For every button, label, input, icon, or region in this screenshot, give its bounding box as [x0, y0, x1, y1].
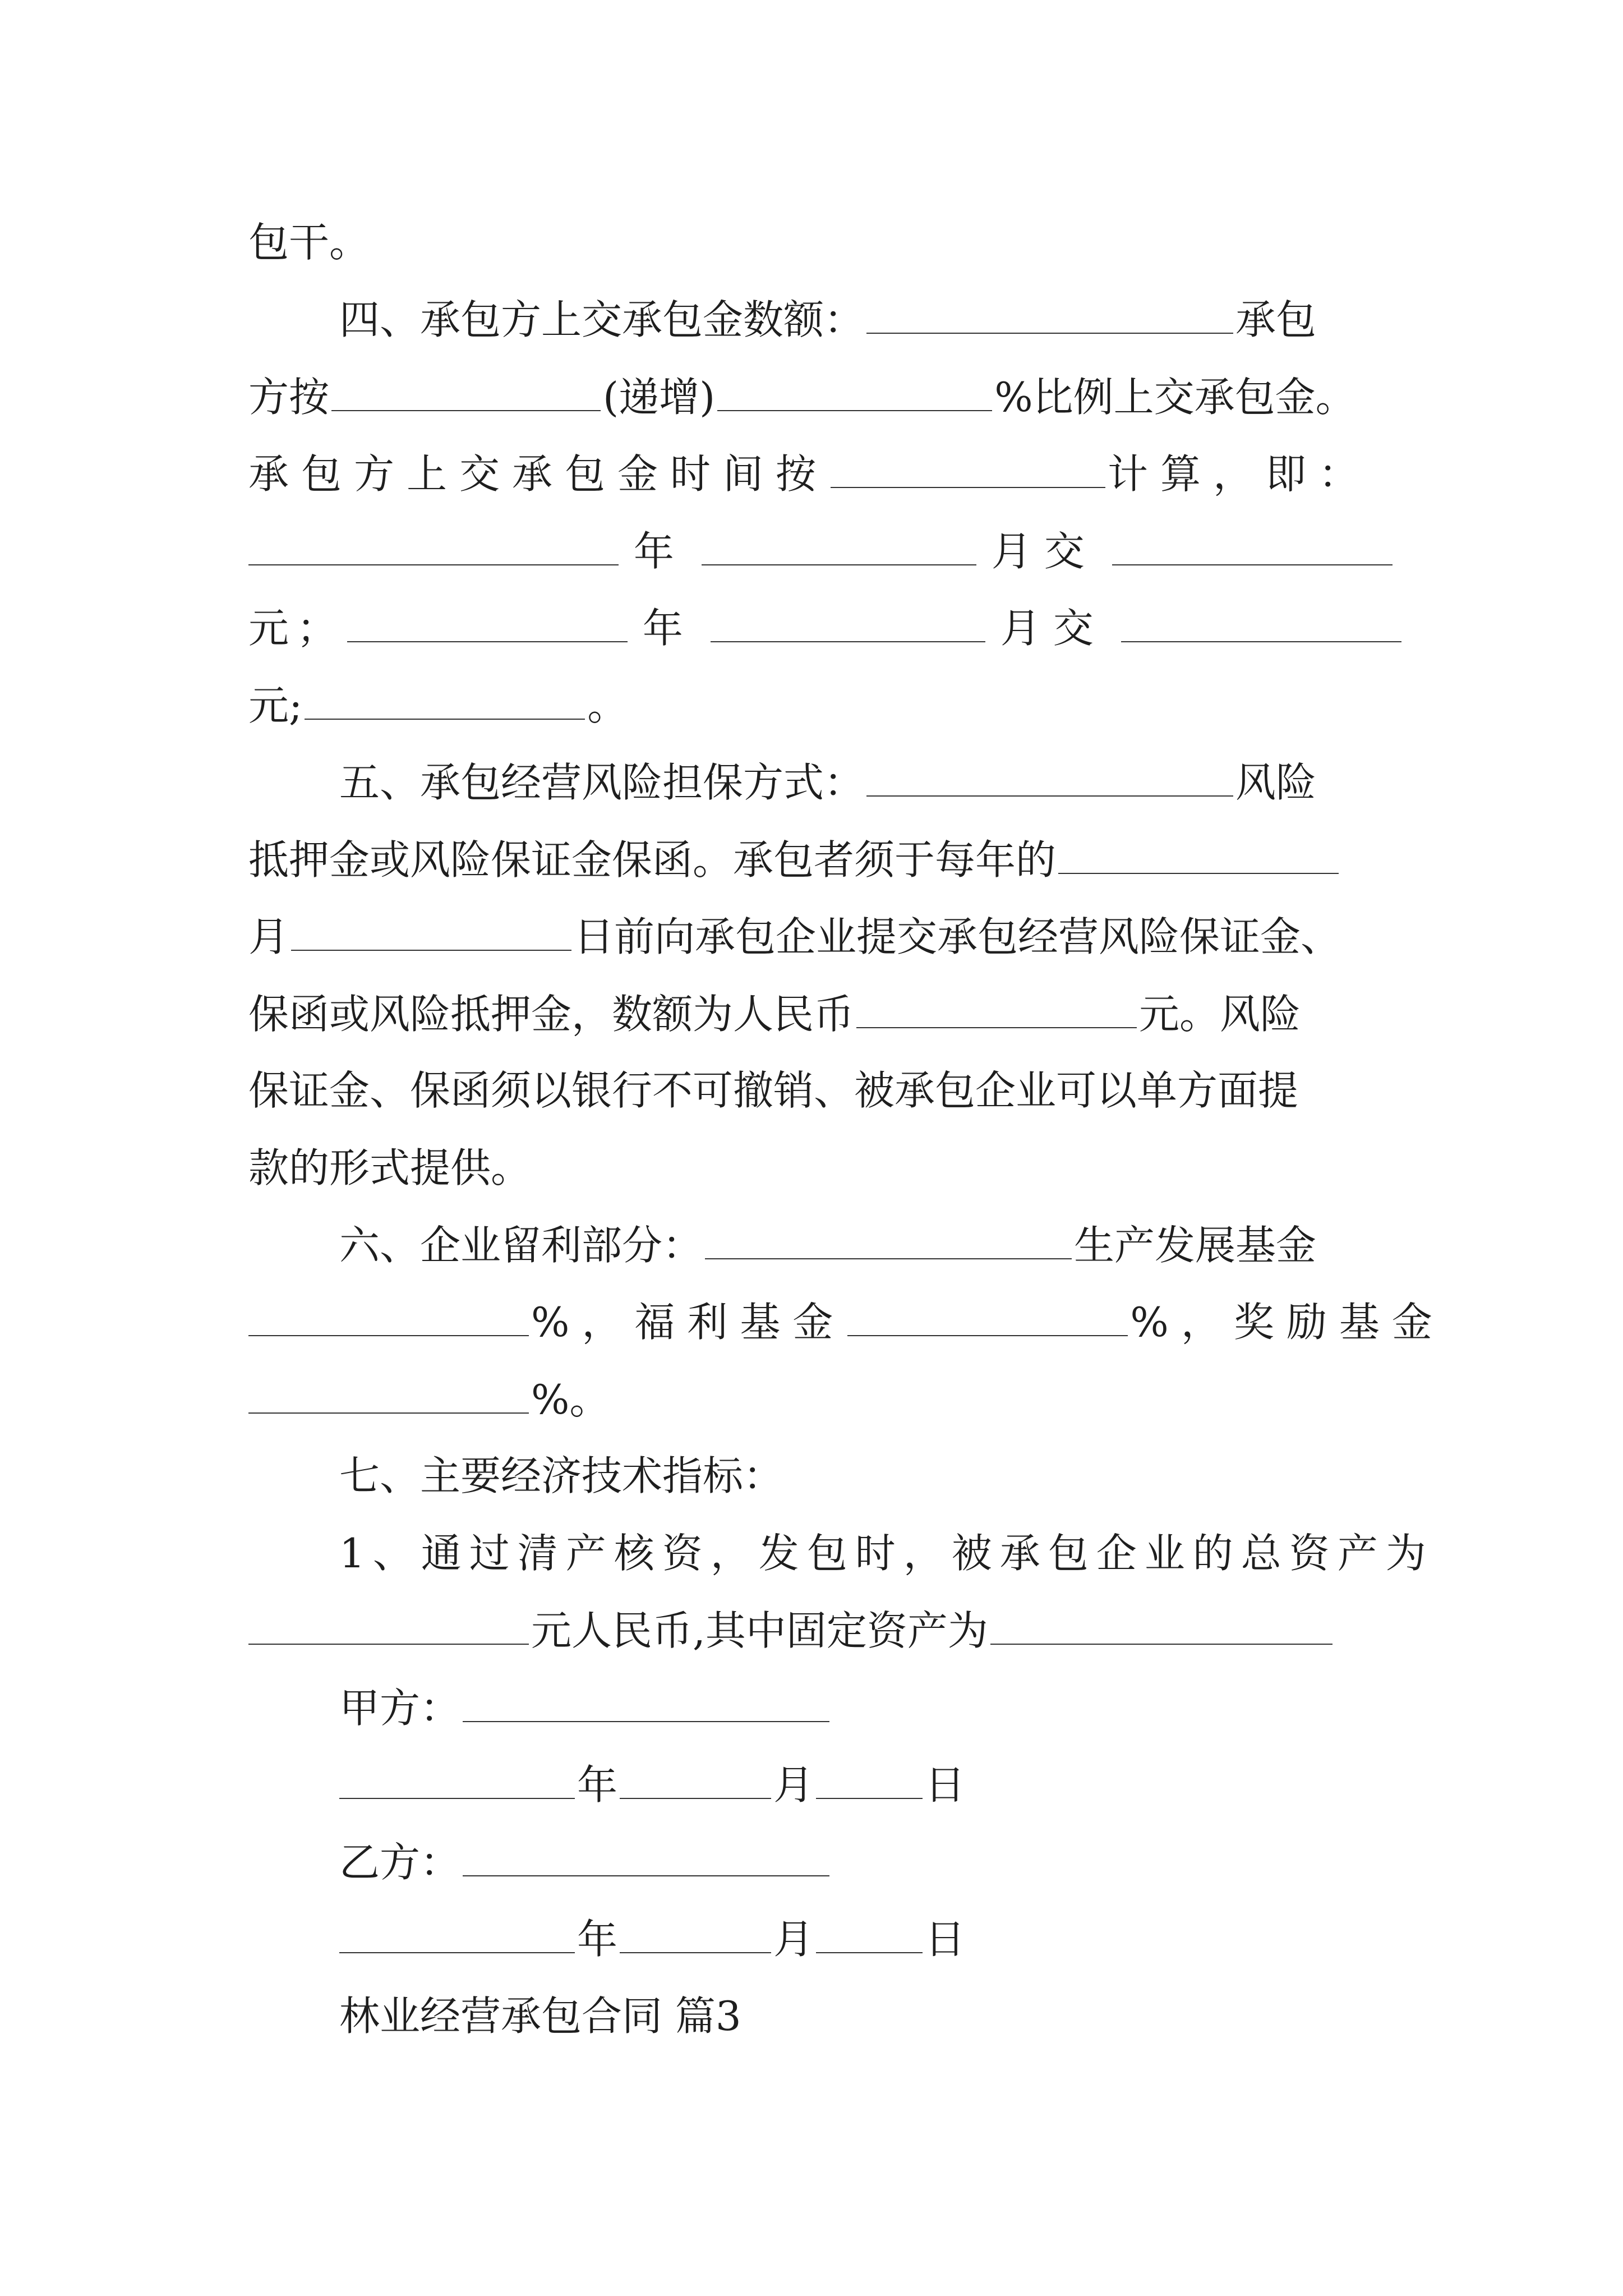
text: 月 — [773, 1916, 814, 1963]
day-field[interactable] — [816, 1756, 923, 1799]
text-line — [339, 1525, 1461, 1581]
blank-field[interactable] — [1058, 831, 1339, 874]
section-five-line — [339, 754, 1461, 810]
blank-field[interactable] — [1121, 600, 1401, 642]
section-title: 林业经营承包合同 篇3 — [339, 1993, 741, 2040]
year-field[interactable] — [339, 1756, 575, 1799]
text: 保证金、保函须以银行不可撤销、被承包企业可以单方面提 — [248, 1067, 1299, 1114]
blank-field[interactable] — [248, 1294, 529, 1336]
text: 方按 — [248, 374, 330, 421]
date-line — [339, 1756, 1461, 1812]
blank-field[interactable] — [711, 600, 985, 642]
month-field[interactable] — [620, 1756, 771, 1799]
blank-field[interactable] — [305, 677, 585, 720]
blank-field[interactable] — [248, 1602, 529, 1645]
blank-field[interactable] — [248, 1371, 529, 1414]
blank-field[interactable] — [347, 600, 628, 642]
party-b-label: 乙方： — [339, 1839, 461, 1886]
section-heading: 五、承包经营风险担保方式： — [339, 759, 865, 806]
text: 日前向承包企业提交承包经营风险保证金、 — [574, 913, 1341, 960]
text: 元人民币,其中固定资产为 — [531, 1607, 988, 1654]
text: %，福利基金 — [531, 1299, 846, 1346]
text-line — [248, 831, 1370, 887]
blank-field[interactable] — [866, 754, 1233, 797]
section-heading: 六、企业留利部分： — [339, 1222, 703, 1269]
text-line — [248, 369, 1370, 425]
text: 年 — [577, 1916, 618, 1963]
blank-field[interactable] — [248, 523, 619, 565]
blank-field[interactable] — [291, 908, 571, 951]
blank-field[interactable] — [1112, 523, 1393, 565]
text: 风险 — [1235, 759, 1317, 806]
blank-field[interactable] — [702, 523, 976, 565]
date-line — [339, 1911, 1461, 1967]
text-line — [248, 214, 1370, 270]
text: 元。风险 — [1139, 991, 1301, 1038]
text: 月 — [773, 1761, 814, 1809]
text: 款的形式提供。 — [248, 1144, 532, 1191]
text-line — [248, 600, 1370, 656]
text: 承包方上交承包金时间按 — [248, 450, 829, 498]
blank-field[interactable] — [717, 369, 992, 411]
text-line — [248, 1062, 1370, 1119]
text: 生产发展基金 — [1074, 1222, 1317, 1269]
text-line — [248, 1602, 1370, 1658]
text: 月 — [248, 913, 289, 960]
text: (递增) — [603, 374, 716, 421]
text: 月交 — [1000, 605, 1106, 652]
text-line — [248, 1294, 1445, 1350]
day-field[interactable] — [816, 1911, 923, 1953]
text: 计算，即： — [1108, 450, 1372, 498]
text: 元； — [248, 605, 345, 652]
section-heading: 四、承包方上交承包金数额： — [339, 296, 865, 343]
party-a-label: 甲方： — [339, 1685, 461, 1732]
party-b-line — [339, 1834, 1461, 1890]
text: %。 — [531, 1376, 610, 1423]
text: 日 — [925, 1916, 966, 1963]
blank-field[interactable] — [705, 1217, 1072, 1259]
text: 月交 — [991, 528, 1097, 575]
next-section-title — [339, 1988, 1461, 2044]
text-line — [248, 908, 1370, 964]
section-heading: 七、主要经济技术指标： — [339, 1452, 784, 1499]
text: %比例上交承包金。 — [994, 374, 1356, 421]
text: 包干。 — [248, 219, 370, 266]
section-four-line — [339, 291, 1461, 347]
text-line — [248, 1371, 1370, 1427]
text: 年 — [633, 528, 686, 575]
text-line — [248, 986, 1370, 1042]
text: 元; — [248, 682, 303, 729]
text: 日 — [925, 1761, 966, 1809]
text: 年 — [577, 1761, 618, 1809]
text: 年 — [642, 605, 695, 652]
text-line — [248, 1140, 1370, 1196]
blank-field[interactable] — [831, 445, 1105, 488]
blank-field[interactable] — [990, 1602, 1332, 1645]
text-line — [248, 677, 1370, 733]
text: 保函或风险抵押金，数额为人民币 — [248, 991, 855, 1038]
party-b-field[interactable] — [463, 1834, 829, 1876]
text: %，奖励基金 — [1130, 1299, 1445, 1346]
blank-field[interactable] — [847, 1294, 1128, 1336]
text: 。 — [587, 682, 628, 729]
blank-field[interactable] — [856, 986, 1137, 1028]
text: 抵押金或风险保证金保函。承包者须于每年的 — [248, 836, 1057, 884]
year-field[interactable] — [339, 1911, 575, 1953]
text-line — [248, 523, 1370, 579]
text: 承包 — [1235, 296, 1317, 343]
blank-field[interactable] — [331, 369, 601, 411]
section-six-line — [339, 1217, 1461, 1273]
party-a-field[interactable] — [463, 1680, 829, 1722]
blank-field[interactable] — [866, 291, 1233, 334]
party-a-line — [339, 1680, 1461, 1736]
text: 1、通过清产核资，发包时，被承包企业的总资产为 — [339, 1530, 1434, 1577]
month-field[interactable] — [620, 1911, 771, 1953]
text-line — [248, 445, 1370, 501]
section-seven-line — [339, 1448, 1461, 1504]
